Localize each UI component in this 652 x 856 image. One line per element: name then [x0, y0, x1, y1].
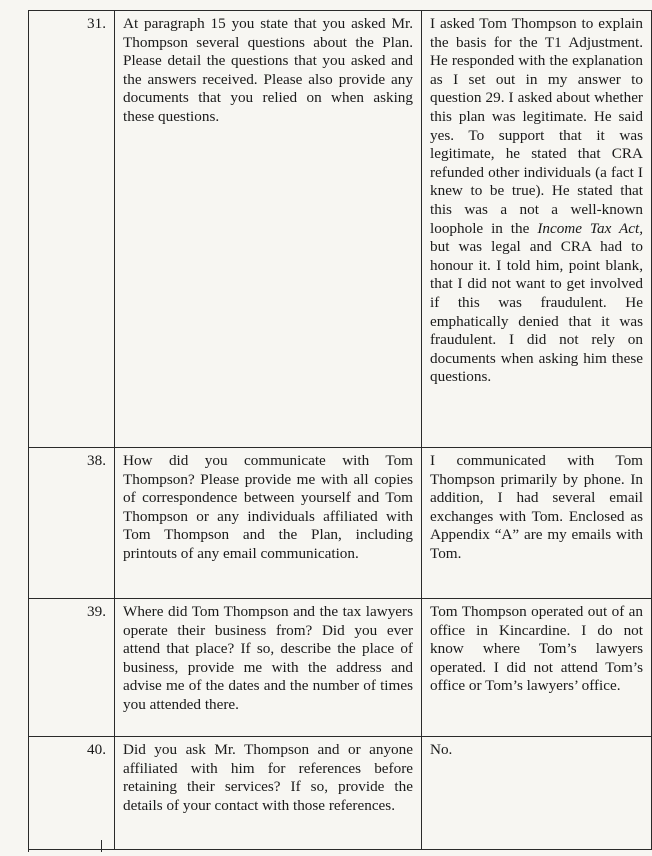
- question-number: 38.: [29, 448, 115, 599]
- table-row: [29, 448, 652, 599]
- table-row: [29, 737, 652, 850]
- question-number: 40.: [29, 737, 115, 850]
- question-text: Did you ask Mr. Thompson and or anyone affiliated with him for references before retaining their services? If so, provide the details of your contact with those references.: [115, 737, 422, 850]
- answer-text: I communicated with Tom Thompson primarily by phone. In addition, I had several email exchanges with Tom. Enclosed as Appendix “A” are my emails with Tom.: [422, 448, 652, 599]
- question-text: At paragraph 15 you state that you asked Mr. Thompson several questions about the Plan. Please detail the questions that you asked and the answers received. Please also provide any documents that you relied on when asking these questions.: [115, 11, 422, 448]
- answer-text: [422, 11, 652, 448]
- question-number: 39.: [29, 599, 115, 737]
- qa-table: [28, 10, 652, 850]
- statute-title: Income Tax Act,: [537, 219, 644, 237]
- answer-text: No.: [422, 737, 652, 850]
- table-continuation: [28, 840, 102, 852]
- answer-text-part: I asked Tom Thompson to explain the basis for the T1 Adjustment. He responded with the explanation as I set out in my answer to question 29. I asked about whether this plan was legitimate. He said yes. To support that it was legitimate, he stated that CRA refunded other individuals (a fact I knew to be true). He stated that this was a not a well-known loophole in the: [430, 15, 643, 237]
- answer-text: Tom Thompson operated out of an office in Kincardine. I do not know where Tom’s lawyers operated. I did not attend Tom’s office or Tom’s lawyers’ office.: [422, 599, 652, 737]
- answer-text-part: but was legal and CRA had to honour it. I told him, point blank, that I did not want to get involved if this was fraudulent. He emphatically denied that it was fraudulent. I did not rely on documents when asking him these questions.: [430, 238, 643, 386]
- table-row: [29, 11, 652, 448]
- question-text: Where did Tom Thompson and the tax lawyers operate their business from? Did you ever attend that place? If so, describe the place of business, provide me with the address and advise me of the dates and the number of times you attended there.: [115, 599, 422, 737]
- question-number: 31.: [29, 11, 115, 448]
- question-text: How did you communicate with Tom Thompson? Please provide me with all copies of correspondence between yourself and Tom Thompson or any individuals affiliated with Tom Thompson and the Plan, including printouts of any email communication.: [115, 448, 422, 599]
- table-row: [29, 599, 652, 737]
